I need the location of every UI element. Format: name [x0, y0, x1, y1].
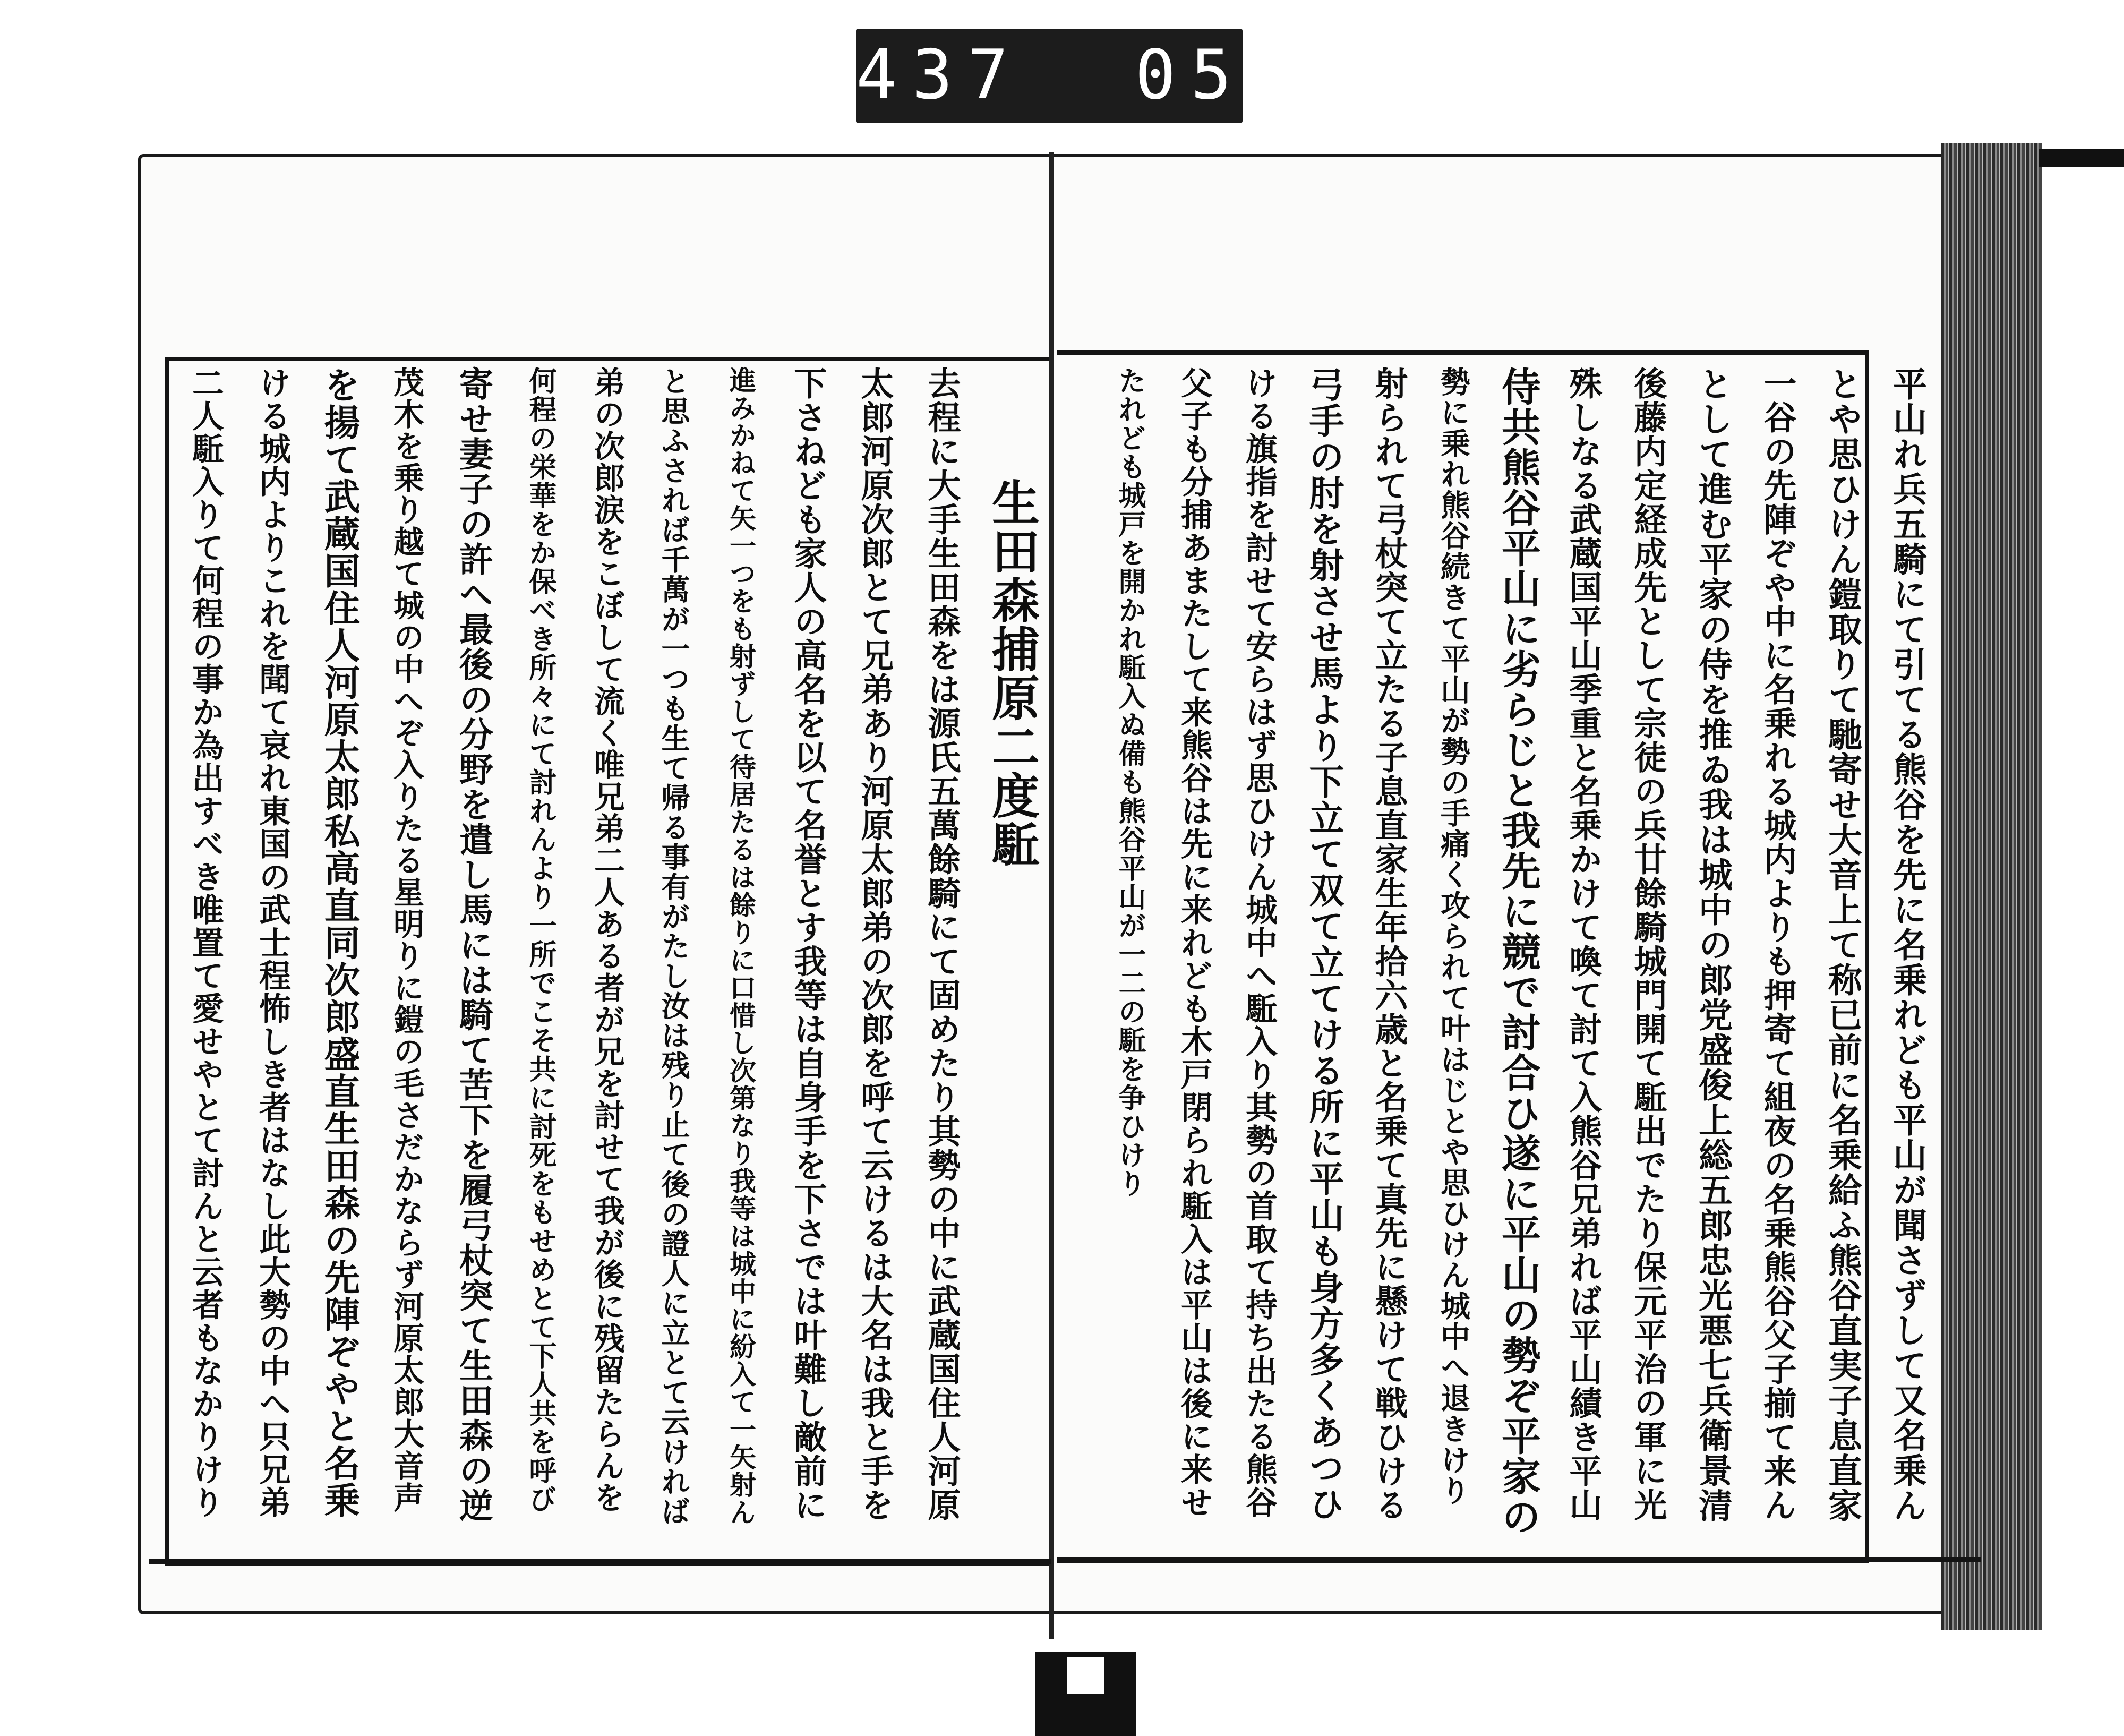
right-page-line: 勢に乗れ熊谷続きて平山が勢の手痛く攻られて叶はじとや思ひけん城中へ退きけり	[1436, 366, 1471, 1506]
left-page-line: 弟の次郎涙をこぼして流く唯兄弟二人ある者が兄を討せて我が後に残留たらんを	[589, 366, 625, 1513]
left-page-line: と思ふされば千萬が一つも生て帰る事有がたし汝は残り止て後の證人に立とて云ければ	[657, 366, 691, 1526]
left-page-line: 茂木を乗り越て城の中へぞ入りたる星明りに鎧の毛さだかならず河原太郎大音声	[388, 366, 424, 1513]
right-page-line: たれども城戸を開かれ駈入ぬ備も熊谷平山が一二の駈を争ひけり	[1114, 366, 1146, 1198]
right-page-line: 弓手の肘を射させ馬より下立て双て立てける所に平山も身方多くあつひ	[1303, 366, 1344, 1522]
spine-clip-notch	[1067, 1657, 1104, 1694]
left-page-line: 寄せ妻子の許へ最後の分野を遣し馬には騎て苦下を履弓杖突て生田森の逆	[453, 366, 493, 1523]
catalog-number-text: 437 057.	[856, 36, 1358, 115]
right-page-line: 後藤内定経成先として宗徒の兵廿餘騎城門開て駈出でたり保元平治の軍に光	[1629, 366, 1667, 1522]
fore-edge-tab	[2039, 149, 2124, 167]
right-page-line: 侍共熊谷平山に劣らじと我先に競で討合ひ遂に平山の勢ぞ平家の	[1495, 366, 1541, 1537]
left-page-line: 進みかねて矢一つをも射ずして待居たるは餘りに口惜し次第なり我等は城中に紛入て一矢射ん	[725, 366, 757, 1526]
right-page-line: 殊しなる武蔵国平山季重と名乗かけて喚て討て入熊谷兄弟れば平山績き平山	[1564, 366, 1603, 1522]
left-page-line: 去程に大手生田森をは源氏五萬餘騎にて固めたり其勢の中に武蔵国住人河原	[922, 366, 961, 1522]
catalog-number-label	[856, 29, 1358, 123]
left-page-line: 二人駈入りて何程の事か為出すべき唯置て愛せやとて討んと云者もなかりけり	[187, 366, 224, 1519]
left-frame-bottom-rule	[149, 1559, 1051, 1564]
page-fore-edge	[1941, 143, 2042, 1630]
right-page-line: 一谷の先陣ぞや中に名乗れる城内よりも押寄て組夜の名乗熊谷父子揃て来ん	[1758, 366, 1797, 1522]
right-frame-bottom-rule	[1057, 1557, 1981, 1562]
left-page-line: 下さねども家人の高名を以て名誉とす我等は自身手を下さでは叶難し敵前に	[789, 366, 827, 1522]
right-page-line: 射られて弓杖突て立たる子息直家生年拾六歳と名乗て真先に懸けて戦ひける	[1369, 366, 1408, 1522]
right-page-line: ける旗指を討せて安らはず思ひけん城中へ駈入り其勢の首取て持ち出たる熊谷	[1240, 366, 1278, 1519]
left-page-line: 太郎河原次郎とて兄弟あり河原太郎弟の次郎を呼て云けるは大名は我と手を	[855, 366, 894, 1522]
right-page-line: とや思ひけん鎧取りて馳寄せ大音上て称已前に名乗給ふ熊谷直実子息直家	[1822, 366, 1862, 1523]
left-page-line: ける城内よりこれを聞て哀れ東国の武士程怖しき者はなし此大勢の中へ只兄弟	[254, 366, 291, 1519]
right-page-line: 父子も分捕あまたして来熊谷は先に来れども木戸閉られ駈入は平山は後に来せ	[1176, 366, 1213, 1519]
left-page-line: を揚て武蔵国住人河原太郎私高直同次郎盛直生田森の先陣ぞやと名乗	[318, 366, 361, 1519]
book-gutter	[1049, 152, 1054, 1639]
right-page-line: 平山れ兵五騎にて引てる熊谷を先に名乗れども平山が聞さずして又名乗ん	[1887, 366, 1927, 1523]
right-page-line: として進む平家の侍を推ゐ我は城中の郎党盛俊上総五郎忠光悪七兵衛景清	[1693, 366, 1733, 1523]
chapter-heading: 生田森捕原二度駈	[983, 478, 1040, 869]
left-page-line: 何程の栄華をか保べき所々にて討れんより一所でこそ共に討死をもせめとて下人共を呼び	[524, 366, 556, 1513]
